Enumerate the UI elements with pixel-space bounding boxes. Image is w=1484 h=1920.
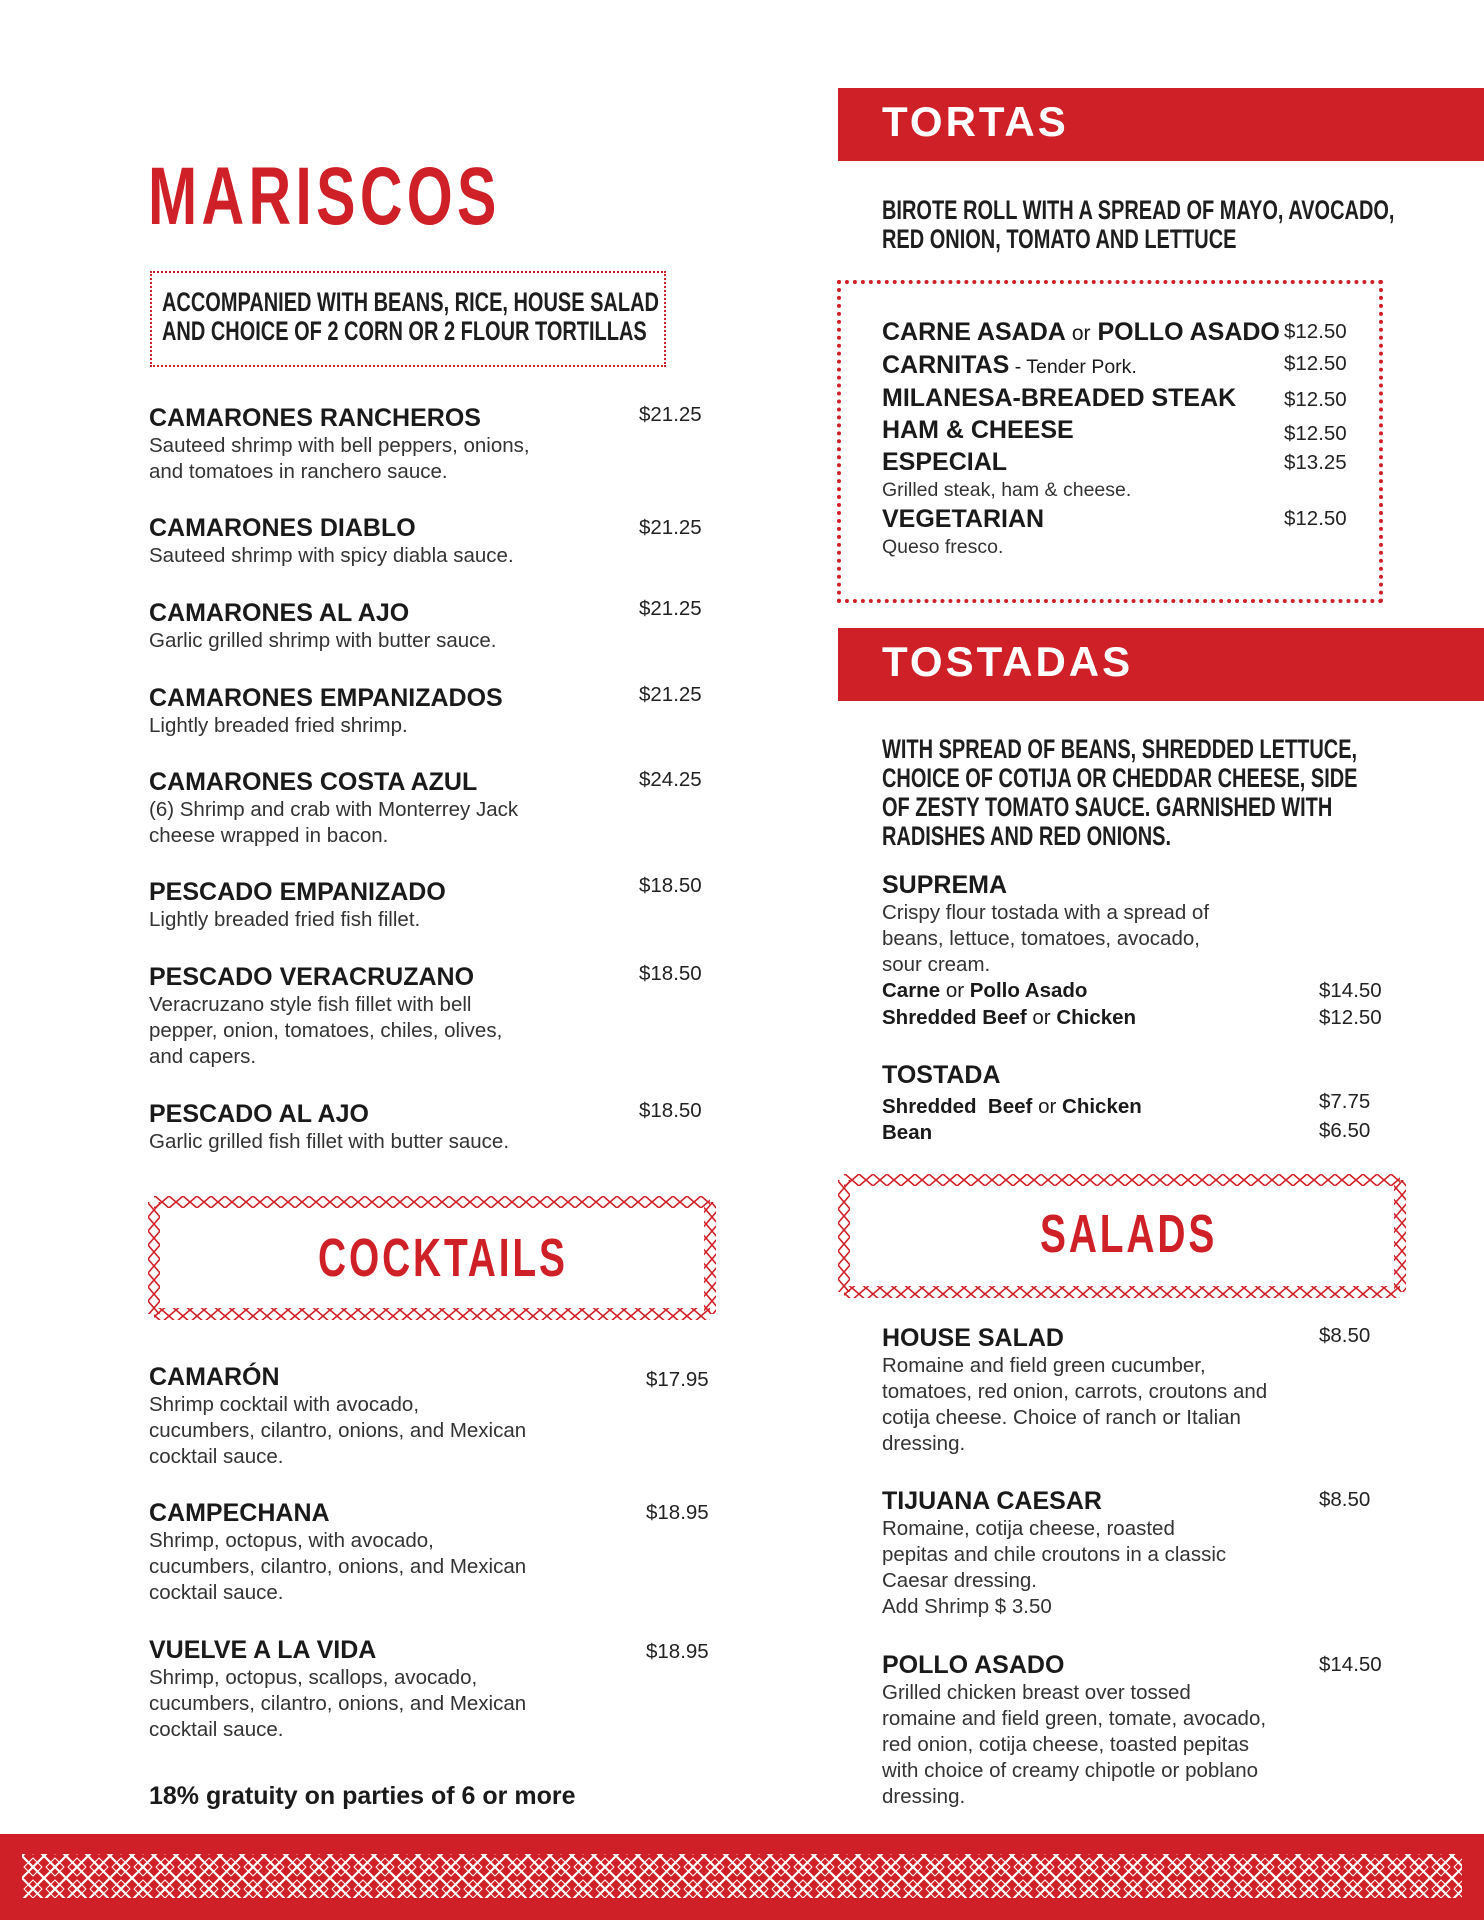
tostadas-note: WITH SPREAD OF BEANS, SHREDDED LETTUCE, CHOICE OF COTIJA OR CHEDDAR CHEESE, SIDE OF ZESTY TOMATO SAUCE. GARNISHED WITH RADISHES AND RED ONIONS. [882, 734, 1358, 851]
item-price: $21.25 [639, 403, 702, 426]
mariscos-title: MARISCOS [148, 151, 501, 242]
item-price: $21.25 [639, 516, 702, 539]
cocktails-title: COCKTAILS [318, 1228, 568, 1288]
item-name: CAMARONES RANCHEROS [149, 404, 481, 432]
item-price: $12.50 [1284, 422, 1347, 445]
item-desc: (6) Shrimp and crab with Monterrey Jack cheese wrapped in bacon. [149, 798, 519, 847]
menu-item [149, 767, 709, 849]
menu-item [149, 683, 709, 739]
item-price: $12.50 [1284, 507, 1347, 530]
item-price: $12.50 [1284, 388, 1347, 411]
torta-item-ham-cheese: HAM & CHEESE [882, 416, 1074, 444]
item-desc: Lightly breaded fried fish fillet. [149, 908, 421, 931]
torta-item-vegetarian: VEGETARIAN Queso fresco. [882, 505, 1045, 558]
tostadas-header: TOSTADAS [838, 628, 1484, 701]
menu-item [149, 1498, 709, 1606]
item-price: $18.95 [646, 1640, 709, 1663]
item-name: CAMARONES COSTA AZUL [149, 768, 478, 796]
item-price: $21.25 [639, 683, 702, 706]
item-name: PESCADO AL AJO [149, 1100, 369, 1128]
footer-band [0, 1834, 1484, 1920]
menu-item [882, 1486, 1342, 1620]
item-price: $12.50 [1284, 320, 1347, 343]
menu-item [149, 962, 709, 1070]
item-name: PESCADO VERACRUZANO [149, 963, 475, 991]
menu-item [149, 877, 709, 933]
item-name: VUELVE A LA VIDA [149, 1636, 377, 1664]
torta-item-especial: ESPECIAL Grilled steak, ham & cheese. [882, 448, 1132, 501]
item-name: PESCADO EMPANIZADO [149, 878, 446, 906]
item-price: $14.50 [1319, 979, 1382, 1002]
tostada-plain: TOSTADA [882, 1061, 1001, 1089]
item-price: $18.50 [639, 874, 702, 897]
menu-item [149, 1099, 709, 1155]
item-name: CAMARONES EMPANIZADOS [149, 684, 503, 712]
item-price: $12.50 [1284, 352, 1347, 375]
suprema-option-1: Carne or Pollo Asado [882, 979, 1088, 1002]
item-price: $21.25 [639, 597, 702, 620]
tostada-option-1: Shredded Beef or Chicken [882, 1095, 1142, 1118]
item-desc: Romaine and field green cucumber, tomatoes, red onion, carrots, croutons and cotija cheese. Choice of ranch or Italian dressing. [882, 1354, 1268, 1455]
menu-item [149, 403, 709, 485]
item-name: CAMARÓN [149, 1363, 280, 1391]
item-name: CAMARONES AL AJO [149, 599, 410, 627]
gratuity-note: 18% gratuity on parties of 6 or more [149, 1782, 576, 1810]
item-desc: Garlic grilled fish fillet with butter sauce. [149, 1130, 510, 1153]
item-desc: Sauteed shrimp with spicy diabla sauce. [149, 544, 514, 567]
item-desc: Shrimp, octopus, scallops, avocado, cucumbers, cilantro, onions, and Mexican cocktail sauce. [149, 1666, 527, 1741]
tortas-header: TORTAS [838, 88, 1484, 161]
item-price: $18.95 [646, 1501, 709, 1524]
item-desc: Romaine, cotija cheese, roasted pepitas and chile croutons in a classic Caesar dressing. Add Shrimp $ 3.50 [882, 1517, 1227, 1618]
item-price: $8.50 [1319, 1324, 1371, 1347]
item-desc: Lightly breaded fried shrimp. [149, 714, 408, 737]
item-price: $14.50 [1319, 1653, 1382, 1676]
item-price: $12.50 [1319, 1006, 1382, 1029]
item-name: CAMARONES DIABLO [149, 514, 416, 542]
menu-item [149, 1635, 709, 1743]
mariscos-note: ACCOMPANIED WITH BEANS, RICE, HOUSE SALAD AND CHOICE OF 2 CORN OR 2 FLOUR TORTILLAS [162, 287, 659, 346]
item-desc: Garlic grilled shrimp with butter sauce. [149, 629, 497, 652]
item-name: HOUSE SALAD [882, 1324, 1064, 1352]
item-desc: Shrimp cocktail with avocado, cucumbers, cilantro, onions, and Mexican cocktail sauce. [149, 1393, 527, 1468]
item-desc: Veracruzano style fish fillet with bell pepper, onion, tomatoes, chiles, olives, and capers. [149, 993, 503, 1068]
suprema-option-2: Shredded Beef or Chicken [882, 1006, 1137, 1029]
item-desc: Sauteed shrimp with bell peppers, onions, and tomatoes in ranchero sauce. [149, 434, 530, 483]
item-name: TIJUANA CAESAR [882, 1487, 1102, 1515]
menu-item [149, 1362, 709, 1470]
item-desc: Grilled chicken breast over tossed romaine and field green, tomate, avocado, red onion, cotija cheese, toasted pepitas with choice of creamy chipotle or poblano dressing. [882, 1681, 1267, 1808]
item-price: $18.50 [639, 962, 702, 985]
item-price: $7.75 [1319, 1090, 1371, 1113]
item-price: $6.50 [1319, 1119, 1371, 1142]
menu-item [882, 1650, 1342, 1810]
item-price: $18.50 [639, 1099, 702, 1122]
item-price: $17.95 [646, 1368, 709, 1391]
torta-item-carnitas: CARNITAS - Tender Pork. [882, 351, 1137, 379]
item-price: $24.25 [639, 768, 702, 791]
footer-lattice-pattern [0, 1834, 1484, 1920]
menu-item [149, 598, 709, 654]
tostada-suprema: SUPREMA Crispy flour tostada with a spread of beans, lettuce, tomatoes, avocado, sour cream. [882, 871, 1210, 976]
menu-item [882, 1323, 1342, 1457]
item-name: POLLO ASADO [882, 1651, 1065, 1679]
torta-item-carne-asada: CARNE ASADA or POLLO ASADO [882, 318, 1280, 346]
item-price: $8.50 [1319, 1488, 1371, 1511]
menu-item [149, 513, 709, 569]
torta-item-milanesa: MILANESA-BREADED STEAK [882, 384, 1237, 412]
salads-title: SALADS [1040, 1204, 1218, 1264]
tortas-note: BIROTE ROLL WITH A SPREAD OF MAYO, AVOCADO, RED ONION, TOMATO AND LETTUCE [882, 195, 1395, 254]
item-price: $13.25 [1284, 451, 1347, 474]
tostada-option-2: Bean [882, 1121, 933, 1144]
item-desc: Shrimp, octopus, with avocado, cucumbers, cilantro, onions, and Mexican cocktail sauce. [149, 1529, 527, 1604]
item-name: CAMPECHANA [149, 1499, 330, 1527]
